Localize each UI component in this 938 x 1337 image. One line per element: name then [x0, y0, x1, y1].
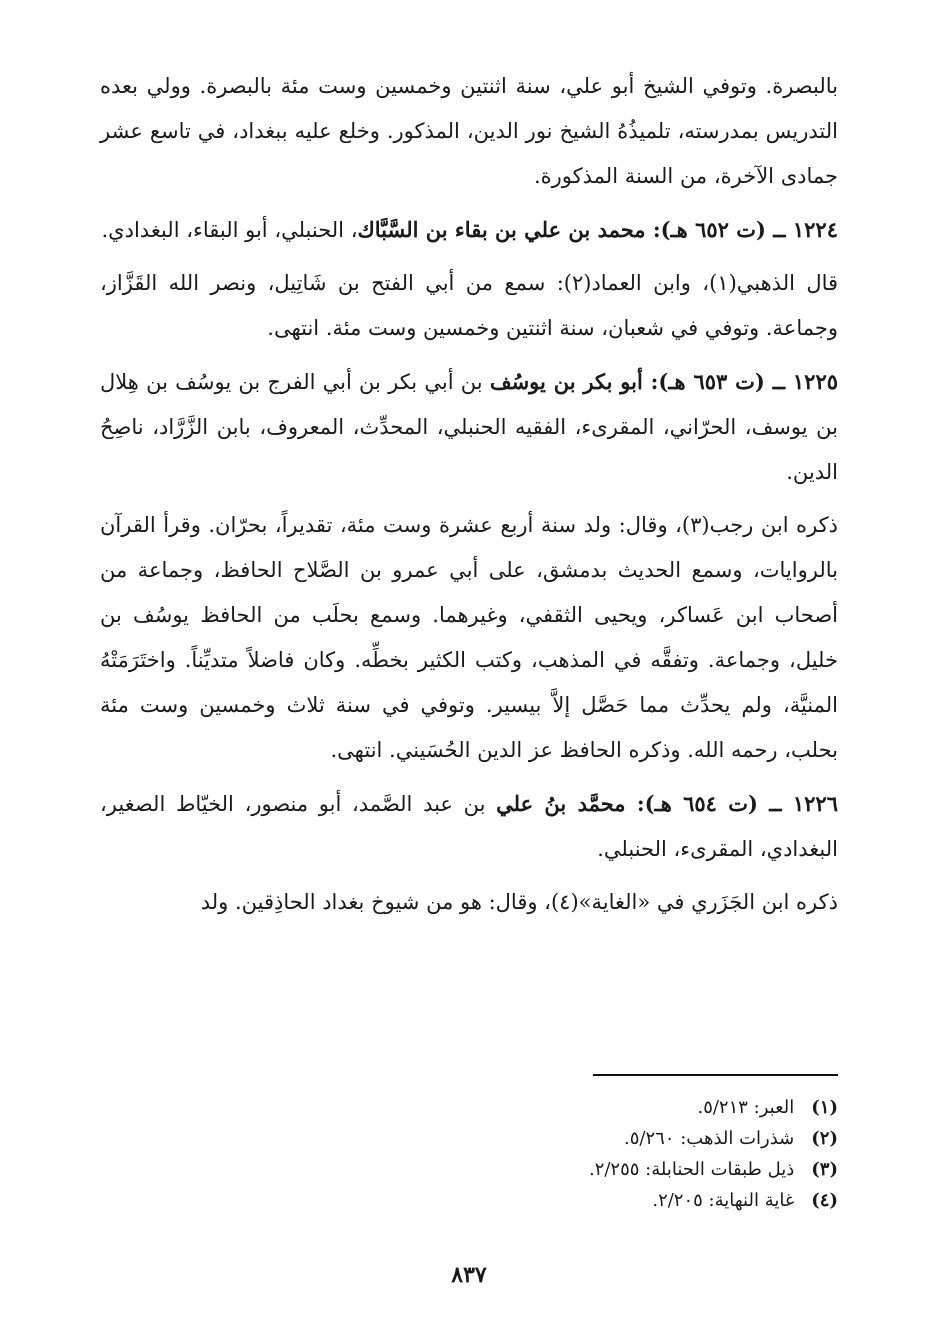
entry-heading: ١٢٢٤ ــ (ت ٦٥٢ هـ): محمد بن علي بن بقاء بن السَّبَّاك	[357, 217, 838, 242]
footnote-number: (٤)	[811, 1190, 838, 1211]
paragraph-text: بالبصرة. وتوفي الشيخ أبو علي، سنة اثنتين وخمسين وست مئة بالبصرة. وولي بعده التدريس بمدرسته، تلميذُهُ الشيخ نور الدين، المذكور. وخلع عليه ببغداد، في تاسع عشر جمادى الآخرة، من السنة المذكورة.	[100, 74, 838, 188]
entry-1226	[100, 781, 838, 872]
paragraph-3	[100, 261, 838, 351]
paragraph-1	[100, 64, 838, 199]
footnote-text: شذرات الذهب: ٥/٢٦٠.	[624, 1128, 795, 1149]
paragraph-5	[100, 503, 838, 773]
footnotes	[98, 1092, 838, 1216]
footnote-number: (٣)	[811, 1159, 838, 1180]
footnote-divider	[593, 1074, 838, 1076]
entry-1224	[100, 207, 838, 253]
entry-text: بن عبد الصَّمد، أبو منصور، الخيّاط الصغير، البغدادي، المقرىء، الحنبلي.	[100, 792, 838, 861]
paragraph-text: ذكره ابن رجب(٣)، وقال: ولد سنة أربع عشرة وست مئة، تقديراً، بحرّان. وقرأ القرآن بالروايات، وسمع الحديث بدمشق، على أبي عمرو بن الصَّلاح الحافظ، وجماعة من أصحاب ابن عَساكر، ويحيى الثقفي، وغيرهما. وسمع بحلَب من الحافظ يوسُف بن خليل، وجماعة. وتفقَّه في المذهب، وكتب الكثير بخطِّه. وكان فاضلاً متديِّناً. واختَرَمَتْهُ المنيَّة، ولم يحدِّث مما حَصَّل إلاَّ بيسير. وتوفي في سنة ثلاث وخمسين وست مئة بحلب، رحمه الله. وذكره الحافظ عز الدين الحُسَيني. انتهى.	[100, 513, 838, 762]
footnote	[98, 1123, 838, 1154]
footnote-number: (١)	[811, 1097, 838, 1118]
footnote-text: ذيل طبقات الحنابلة: ٢/٢٥٥.	[588, 1159, 795, 1180]
main-text	[100, 64, 838, 925]
paragraph-7	[100, 880, 838, 925]
footnote	[98, 1154, 838, 1185]
paragraph-text: ذكره ابن الجَزَري في «الغاية»(٤)، وقال: هو من شيوخ بغداد الحاذِقين. ولد	[200, 890, 838, 914]
entry-text: بن أبي بكر بن أبي الفرج بن يوسُف بن هِلال بن يوسف، الحرّاني، المقرىء، الفقيه الحنبلي، المحدِّث، المعروف، بابن الزَّرَّاد، ناصِحُ الدين.	[100, 370, 838, 484]
entry-heading: ١٢٢٥ ــ (ت ٦٥٣ هـ): أبو بكر بن يوسُف	[489, 369, 839, 394]
footnote	[98, 1092, 838, 1123]
footnote-text: غاية النهاية: ٢/٢٠٥.	[652, 1190, 795, 1211]
paragraph-text: قال الذهبي(١)، وابن العماد(٢): سمع من أبي الفتح بن شَاتِيل، ونصر الله القَزَّاز، وجماعة. وتوفي في شعبان، سنة اثنتين وخمسين وست مئة. انتهى.	[100, 271, 839, 340]
footnote-text: العبر: ٥/٢١٣.	[697, 1097, 795, 1118]
entry-heading: ١٢٢٦ ــ (ت ٦٥٤ هـ): محمَّد بنُ علي	[496, 791, 838, 816]
page-number: ٨٣٧	[451, 1262, 487, 1288]
footnote	[98, 1185, 838, 1216]
footnote-number: (٢)	[811, 1128, 838, 1149]
entry-1225	[100, 359, 838, 495]
entry-text: ، الحنبلي، أبو البقاء، البغدادي.	[101, 218, 358, 242]
